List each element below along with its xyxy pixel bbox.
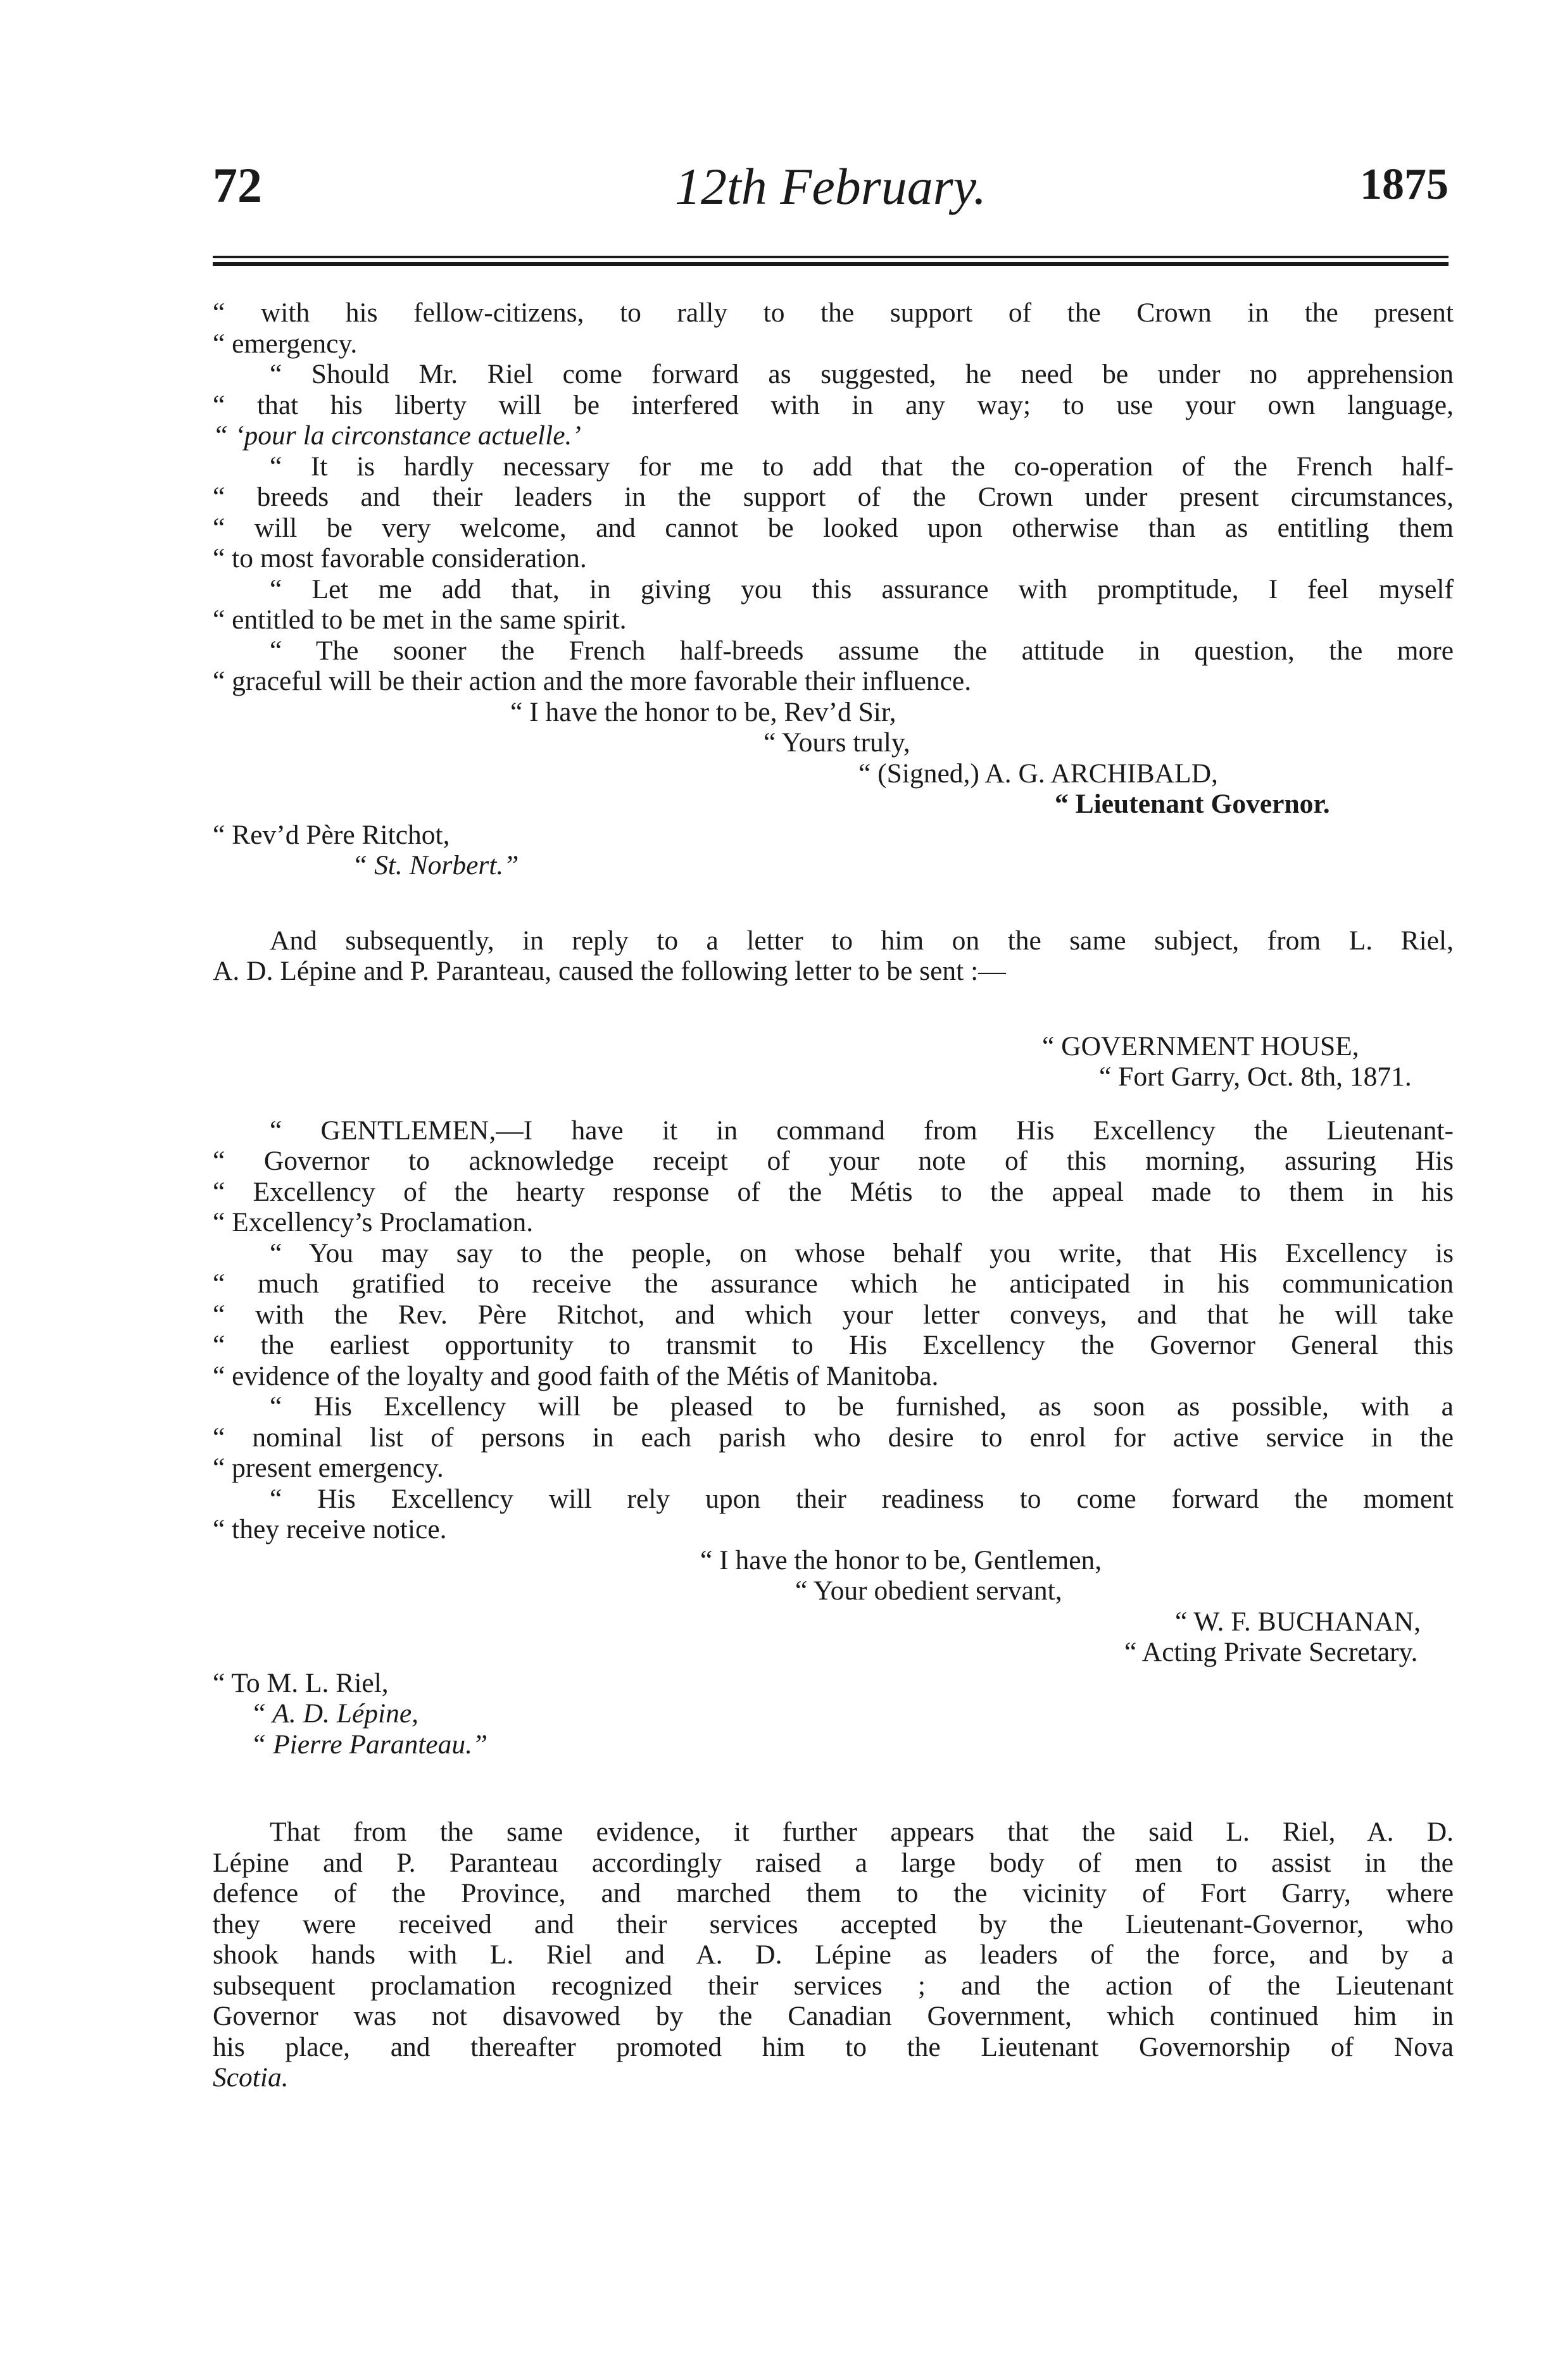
page-number: 72 [213, 158, 262, 213]
text-line: “ It is hardly necessary for me to add that the co-operation of the French half- [270, 451, 1454, 482]
closing-line: “ I have the honor to be, Rev’d Sir, [510, 696, 896, 727]
text-line: “ with his fellow-citizens, to rally to the support of the Crown in the present [213, 298, 1454, 328]
text-line: “ with the Rev. Père Ritchot, and which your letter conveys, and that he will take [213, 1299, 1454, 1330]
text-line: “ entitled to be met in the same spirit. [213, 604, 627, 635]
addressee-line: “ Pierre Paranteau.” [251, 1729, 488, 1760]
text-line: That from the same evidence, it further appears that the said L. Riel, A. D. [270, 1817, 1454, 1847]
text-line: “ Should Mr. Riel come forward as suggested, he need be under no apprehension [270, 359, 1454, 389]
paragraph-evidence [213, 1817, 1454, 2093]
closing-line: “ Yours truly, [764, 727, 910, 758]
addressee-line: “ Rev’d Père Ritchot, [213, 819, 450, 850]
text-line: Governor was not disavowed by the Canadian Government, which continued him in [213, 2001, 1454, 2031]
text-line: And subsequently, in reply to a letter to him on the same subject, from L. Riel, [270, 925, 1454, 956]
page-header [213, 157, 1449, 227]
signature-title: “ Lieutenant Governor. [1055, 789, 1330, 819]
text-line: “ ‘pour la circonstance actuelle.’ [213, 420, 581, 451]
signature-line: “ W. F. BUCHANAN, [1175, 1606, 1421, 1637]
addressee-line: “ A. D. Lépine, [251, 1698, 419, 1729]
text-line: A. D. Lépine and P. Paranteau, caused the following letter to be sent :— [213, 956, 1006, 986]
header-year: 1875 [1360, 160, 1449, 209]
letter-buchanan [213, 1031, 1454, 1760]
text-line: “ Governor to acknowledge receipt of your note of this morning, assuring His [213, 1146, 1454, 1176]
text-line: “ breeds and their leaders in the support of the Crown under present circumstances, [213, 482, 1454, 512]
signature-line: “ (Signed,) A. G. ARCHIBALD, [858, 758, 1218, 789]
text-line: they were received and their services accepted by the Lieutenant-Governor, who [213, 1908, 1454, 1939]
text-line: defence of the Province, and marched them to the vicinity of Fort Garry, where [213, 1878, 1454, 1908]
text-line: “ that his liberty will be interfered with in any way; to use your own language, [213, 389, 1454, 420]
text-line: “ evidence of the loyalty and good faith of the Métis of Manitoba. [213, 1360, 939, 1391]
text-line: Lépine and P. Paranteau accordingly raised a large body of men to assist in the [213, 1847, 1454, 1878]
text-line: “ His Excellency will be pleased to be furnished, as soon as possible, with a [270, 1391, 1454, 1422]
date-line: “ Fort Garry, Oct. 8th, 1871. [1099, 1062, 1412, 1092]
text-line: “ The sooner the French half-breeds assume the attitude in question, the more [270, 635, 1454, 666]
text-line: his place, and thereafter promoted him to the Lieutenant Governorship of Nova [213, 2031, 1454, 2062]
text-line: “ to most favorable consideration. [213, 543, 587, 573]
text-line: “ GENTLEMEN,—I have it in command from His Excellency the Lieutenant- [270, 1115, 1454, 1146]
text-line: Scotia. [213, 2062, 289, 2093]
running-title: 12th February. [675, 158, 986, 215]
addressee-line: “ To M. L. Riel, [213, 1667, 389, 1698]
text-line: “ Let me add that, in giving you this assurance with promptitude, I feel myself [270, 573, 1454, 604]
signature-title: “ Acting Private Secretary. [1124, 1637, 1418, 1667]
text-line: “ You may say to the people, on whose behalf you write, that His Excellency is [270, 1237, 1454, 1268]
letter-archibald [213, 298, 1454, 881]
address-line: “ GOVERNMENT HOUSE, [1042, 1030, 1359, 1062]
text-line: “ Excellency’s Proclamation. [213, 1207, 534, 1237]
text-line: “ emergency. [213, 328, 358, 359]
text-line: “ will be very welcome, and cannot be looked upon otherwise than as entitling them [213, 512, 1454, 543]
closing-line: “ Your obedient servant, [795, 1575, 1062, 1606]
text-line: “ much gratified to receive the assurance which he anticipated in his communication [213, 1268, 1454, 1299]
closing-line: “ I have the honor to be, Gentlemen, [700, 1544, 1102, 1575]
text-line: “ Excellency of the hearty response of the Métis to the appeal made to them in his [213, 1176, 1454, 1207]
text-line: subsequent proclamation recognized their services ; and the action of the Lieutenant [213, 1970, 1454, 2001]
header-rule [213, 256, 1449, 266]
text-line: “ His Excellency will rely upon their readiness to come forward the moment [270, 1483, 1454, 1514]
page-body [213, 298, 1454, 2093]
text-line: “ they receive notice. [213, 1514, 447, 1544]
addressee-line: “ St. Norbert.” [352, 850, 519, 880]
text-line: “ the earliest opportunity to transmit to His Excellency the Governor General this [213, 1330, 1454, 1360]
text-line: “ graceful will be their action and the more favorable their influence. [213, 666, 972, 696]
text-line: “ nominal list of persons in each parish who desire to enrol for active service in the [213, 1422, 1454, 1453]
text-line: “ present emergency. [213, 1453, 444, 1483]
text-line: shook hands with L. Riel and A. D. Lépine as leaders of the force, and by a [213, 1939, 1454, 1970]
paragraph-subsequently [213, 925, 1454, 987]
